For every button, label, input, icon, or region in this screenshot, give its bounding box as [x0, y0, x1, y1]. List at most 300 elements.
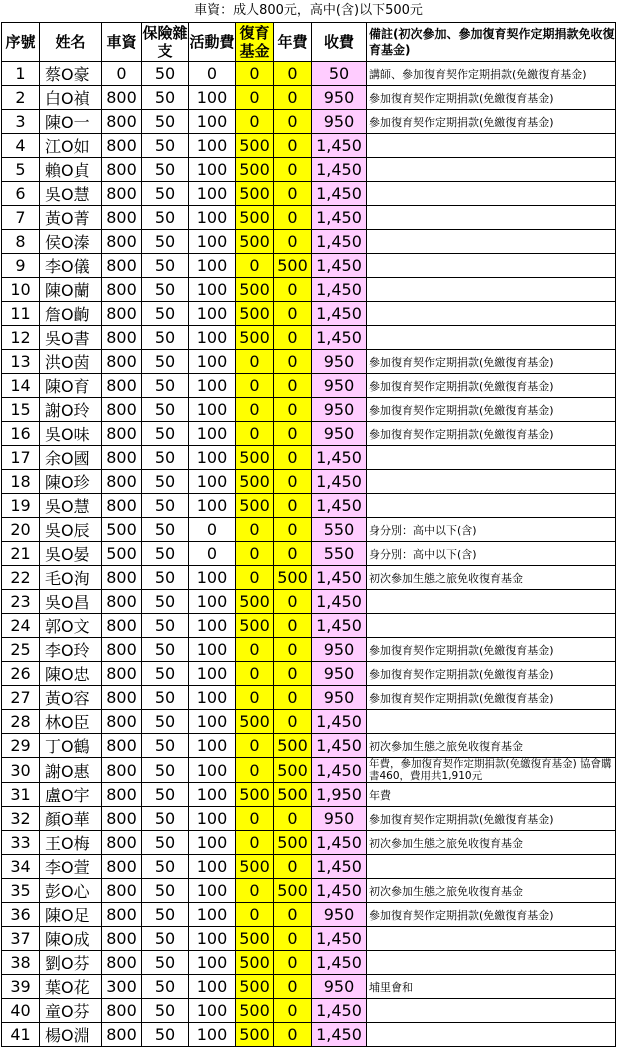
- cell-activity: 100: [189, 326, 236, 350]
- cell-annual: 500: [274, 734, 312, 758]
- cell-seq: 36: [2, 903, 40, 927]
- cell-total: 950: [312, 903, 367, 927]
- cell-name: 顏O華: [40, 807, 102, 831]
- cell-annual: 0: [274, 662, 312, 686]
- cell-fund: 500: [236, 446, 274, 470]
- cell-fare: 0: [102, 62, 142, 86]
- cell-name: 吳O晏: [40, 542, 102, 566]
- cell-seq: 2: [2, 86, 40, 110]
- cell-fare: 800: [102, 758, 142, 783]
- cell-activity: 100: [189, 783, 236, 807]
- cell-fare: 800: [102, 879, 142, 903]
- cell-fare: 800: [102, 182, 142, 206]
- cell-fare: 800: [102, 590, 142, 614]
- cell-annual: 0: [274, 638, 312, 662]
- cell-total: 950: [312, 110, 367, 134]
- cell-insurance: 50: [142, 494, 189, 518]
- cell-activity: 100: [189, 999, 236, 1023]
- cell-total: 1,450: [312, 1023, 367, 1047]
- cell-seq: 18: [2, 470, 40, 494]
- cell-insurance: 50: [142, 710, 189, 734]
- cell-annual: 0: [274, 1023, 312, 1047]
- header-remark: 備註(初次參加、參加復育契作定期捐款免收復育基金): [367, 23, 616, 62]
- cell-fund: 0: [236, 807, 274, 831]
- cell-total: 1,450: [312, 855, 367, 879]
- cell-name: 葉O花: [40, 975, 102, 999]
- cell-annual: 0: [274, 398, 312, 422]
- cell-activity: 100: [189, 879, 236, 903]
- cell-remark: 身分別：高中以下(含): [367, 518, 616, 542]
- cell-remark: 身分別：高中以下(含): [367, 542, 616, 566]
- table-row: [2, 62, 616, 86]
- cell-activity: 100: [189, 903, 236, 927]
- cell-activity: 0: [189, 62, 236, 86]
- table-row: [2, 879, 616, 903]
- cell-seq: 28: [2, 710, 40, 734]
- table-row: [2, 374, 616, 398]
- cell-remark: 年費，參加復育契作定期捐款(免繳復育基金) 協會購書460，費用共1,910元: [367, 758, 616, 783]
- cell-insurance: 50: [142, 638, 189, 662]
- cell-remark: [367, 182, 616, 206]
- table-row: [2, 903, 616, 927]
- cell-seq: 9: [2, 254, 40, 278]
- cell-annual: 0: [274, 422, 312, 446]
- cell-fare: 800: [102, 710, 142, 734]
- cell-name: 黃O容: [40, 686, 102, 710]
- cell-insurance: 50: [142, 855, 189, 879]
- cell-fund: 0: [236, 542, 274, 566]
- cell-insurance: 50: [142, 350, 189, 374]
- cell-name: 林O臣: [40, 710, 102, 734]
- cell-activity: 100: [189, 807, 236, 831]
- cell-fund: 0: [236, 686, 274, 710]
- cell-name: 毛O洵: [40, 566, 102, 590]
- cell-fare: 800: [102, 831, 142, 855]
- cell-insurance: 50: [142, 206, 189, 230]
- cell-name: 吳O書: [40, 326, 102, 350]
- cell-annual: 0: [274, 903, 312, 927]
- cell-annual: 0: [274, 302, 312, 326]
- cell-insurance: 50: [142, 374, 189, 398]
- cell-activity: 100: [189, 134, 236, 158]
- header-fare: 車資: [102, 23, 142, 62]
- cell-name: 丁O鶴: [40, 734, 102, 758]
- header-name: 姓名: [40, 23, 102, 62]
- cell-name: 陳O足: [40, 903, 102, 927]
- cell-fare: 800: [102, 999, 142, 1023]
- cell-name: 吳O味: [40, 422, 102, 446]
- cell-seq: 21: [2, 542, 40, 566]
- table-row: [2, 783, 616, 807]
- cell-activity: 0: [189, 542, 236, 566]
- cell-fare: 800: [102, 86, 142, 110]
- cell-fare: 800: [102, 350, 142, 374]
- cell-remark: 埔里會和: [367, 975, 616, 999]
- cell-activity: 100: [189, 254, 236, 278]
- table-row: [2, 254, 616, 278]
- cell-total: 1,450: [312, 254, 367, 278]
- cell-seq: 25: [2, 638, 40, 662]
- cell-remark: 參加復育契作定期捐款(免繳復育基金): [367, 374, 616, 398]
- cell-fund: 500: [236, 975, 274, 999]
- cell-fare: 800: [102, 1023, 142, 1047]
- cell-activity: 0: [189, 518, 236, 542]
- cell-insurance: 50: [142, 590, 189, 614]
- cell-fare: 800: [102, 446, 142, 470]
- cell-total: 1,450: [312, 951, 367, 975]
- cell-annual: 0: [274, 182, 312, 206]
- cell-name: 陳O成: [40, 927, 102, 951]
- cell-insurance: 50: [142, 518, 189, 542]
- cell-insurance: 50: [142, 134, 189, 158]
- cell-activity: 100: [189, 302, 236, 326]
- cell-total: 1,450: [312, 134, 367, 158]
- cell-total: 550: [312, 518, 367, 542]
- cell-name: 楊O淵: [40, 1023, 102, 1047]
- cell-name: 彭O心: [40, 879, 102, 903]
- cell-fare: 800: [102, 374, 142, 398]
- cell-annual: 0: [274, 350, 312, 374]
- cell-fare: 800: [102, 470, 142, 494]
- cell-insurance: 50: [142, 951, 189, 975]
- cell-fare: 800: [102, 254, 142, 278]
- cell-annual: 0: [274, 855, 312, 879]
- cell-total: 1,450: [312, 230, 367, 254]
- cell-total: 1,950: [312, 783, 367, 807]
- header-row: [2, 23, 616, 62]
- cell-annual: 0: [274, 686, 312, 710]
- cell-fund: 500: [236, 999, 274, 1023]
- cell-insurance: 50: [142, 422, 189, 446]
- cell-fare: 500: [102, 518, 142, 542]
- cell-remark: [367, 614, 616, 638]
- cell-fund: 500: [236, 1023, 274, 1047]
- cell-annual: 500: [274, 254, 312, 278]
- cell-name: 謝O玲: [40, 398, 102, 422]
- cell-insurance: 50: [142, 158, 189, 182]
- cell-fund: 0: [236, 86, 274, 110]
- table-row: [2, 470, 616, 494]
- cell-seq: 38: [2, 951, 40, 975]
- cell-annual: 0: [274, 494, 312, 518]
- cell-total: 950: [312, 807, 367, 831]
- cell-fund: 0: [236, 398, 274, 422]
- cell-insurance: 50: [142, 783, 189, 807]
- cell-annual: 500: [274, 783, 312, 807]
- cell-annual: 0: [274, 807, 312, 831]
- cell-fund: 0: [236, 422, 274, 446]
- table-row: [2, 158, 616, 182]
- table-row: [2, 542, 616, 566]
- cell-fund: 500: [236, 230, 274, 254]
- cell-activity: 100: [189, 278, 236, 302]
- table-row: [2, 758, 616, 783]
- cell-activity: 100: [189, 951, 236, 975]
- table-row: [2, 182, 616, 206]
- cell-seq: 19: [2, 494, 40, 518]
- cell-annual: 0: [274, 278, 312, 302]
- header-total: 收費: [312, 23, 367, 62]
- cell-activity: 100: [189, 110, 236, 134]
- cell-remark: 參加復育契作定期捐款(免繳復育基金): [367, 350, 616, 374]
- table-row: [2, 518, 616, 542]
- table-row: [2, 206, 616, 230]
- cell-annual: 0: [274, 951, 312, 975]
- cell-remark: [367, 927, 616, 951]
- cell-activity: 100: [189, 398, 236, 422]
- cell-activity: 100: [189, 1023, 236, 1047]
- cell-seq: 14: [2, 374, 40, 398]
- cell-name: 吳O辰: [40, 518, 102, 542]
- table-row: [2, 110, 616, 134]
- cell-fare: 800: [102, 422, 142, 446]
- cell-annual: 0: [274, 975, 312, 999]
- cell-remark: 參加復育契作定期捐款(免繳復育基金): [367, 807, 616, 831]
- cell-insurance: 50: [142, 302, 189, 326]
- cell-name: 白O禎: [40, 86, 102, 110]
- cell-activity: 100: [189, 614, 236, 638]
- cell-activity: 100: [189, 158, 236, 182]
- cell-total: 1,450: [312, 326, 367, 350]
- cell-seq: 37: [2, 927, 40, 951]
- table-row: [2, 927, 616, 951]
- cell-activity: 100: [189, 494, 236, 518]
- cell-annual: 0: [274, 374, 312, 398]
- cell-seq: 31: [2, 783, 40, 807]
- cell-annual: 0: [274, 614, 312, 638]
- cell-annual: 0: [274, 927, 312, 951]
- cell-fare: 800: [102, 398, 142, 422]
- table-row: [2, 734, 616, 758]
- table-row: [2, 831, 616, 855]
- header-fund: 復育基金: [236, 23, 274, 62]
- cell-annual: 0: [274, 110, 312, 134]
- cell-total: 950: [312, 975, 367, 999]
- cell-insurance: 50: [142, 879, 189, 903]
- cell-activity: 100: [189, 686, 236, 710]
- cell-seq: 13: [2, 350, 40, 374]
- table-row: [2, 1023, 616, 1047]
- cell-seq: 30: [2, 758, 40, 783]
- cell-fund: 500: [236, 710, 274, 734]
- cell-total: 1,450: [312, 999, 367, 1023]
- cell-fund: 0: [236, 734, 274, 758]
- cell-total: 1,450: [312, 470, 367, 494]
- cell-annual: 500: [274, 758, 312, 783]
- cell-fund: 0: [236, 374, 274, 398]
- cell-fund: 500: [236, 927, 274, 951]
- cell-fund: 500: [236, 302, 274, 326]
- cell-total: 1,450: [312, 206, 367, 230]
- cell-name: 吳O慧: [40, 494, 102, 518]
- cell-activity: 100: [189, 206, 236, 230]
- table-row: [2, 278, 616, 302]
- cell-activity: 100: [189, 710, 236, 734]
- cell-seq: 40: [2, 999, 40, 1023]
- cell-insurance: 50: [142, 398, 189, 422]
- cell-remark: [367, 1023, 616, 1047]
- table-row: [2, 302, 616, 326]
- cell-annual: 0: [274, 134, 312, 158]
- cell-fare: 800: [102, 278, 142, 302]
- cell-seq: 15: [2, 398, 40, 422]
- cell-seq: 26: [2, 662, 40, 686]
- cell-name: 李O儀: [40, 254, 102, 278]
- cell-annual: 0: [274, 206, 312, 230]
- cell-remark: 初次參加生態之旅免收復育基金: [367, 566, 616, 590]
- cell-total: 50: [312, 62, 367, 86]
- cell-name: 侯O溱: [40, 230, 102, 254]
- cell-fare: 800: [102, 230, 142, 254]
- cell-fund: 0: [236, 350, 274, 374]
- table-row: [2, 662, 616, 686]
- cell-remark: 參加復育契作定期捐款(免繳復育基金): [367, 110, 616, 134]
- cell-fund: 500: [236, 206, 274, 230]
- cell-fund: 0: [236, 518, 274, 542]
- cell-remark: 參加復育契作定期捐款(免繳復育基金): [367, 398, 616, 422]
- cell-total: 950: [312, 422, 367, 446]
- cell-remark: [367, 326, 616, 350]
- table-row: [2, 326, 616, 350]
- cell-remark: 參加復育契作定期捐款(免繳復育基金): [367, 422, 616, 446]
- cell-seq: 16: [2, 422, 40, 446]
- cell-fund: 500: [236, 951, 274, 975]
- cell-name: 謝O惠: [40, 758, 102, 783]
- cell-fund: 500: [236, 158, 274, 182]
- cell-fund: 0: [236, 831, 274, 855]
- table-row: [2, 446, 616, 470]
- cell-remark: [367, 951, 616, 975]
- cell-name: 黃O菁: [40, 206, 102, 230]
- cell-total: 950: [312, 686, 367, 710]
- cell-seq: 17: [2, 446, 40, 470]
- cell-fund: 0: [236, 254, 274, 278]
- cell-annual: 0: [274, 86, 312, 110]
- cell-total: 1,450: [312, 302, 367, 326]
- cell-total: 950: [312, 398, 367, 422]
- cell-seq: 34: [2, 855, 40, 879]
- cell-fare: 800: [102, 110, 142, 134]
- cell-fare: 800: [102, 638, 142, 662]
- cell-remark: 講師、參加復育契作定期捐款(免繳復育基金): [367, 62, 616, 86]
- cell-insurance: 50: [142, 326, 189, 350]
- cell-total: 1,450: [312, 566, 367, 590]
- table-row: [2, 999, 616, 1023]
- cell-insurance: 50: [142, 807, 189, 831]
- cell-fund: 500: [236, 182, 274, 206]
- cell-remark: 初次參加生態之旅免收復育基金: [367, 734, 616, 758]
- cell-seq: 3: [2, 110, 40, 134]
- cell-fare: 800: [102, 326, 142, 350]
- cell-remark: 參加復育契作定期捐款(免繳復育基金): [367, 903, 616, 927]
- cell-activity: 100: [189, 975, 236, 999]
- cell-annual: 0: [274, 542, 312, 566]
- cell-name: 詹O齣: [40, 302, 102, 326]
- cell-remark: [367, 206, 616, 230]
- cell-name: 陳O一: [40, 110, 102, 134]
- cell-insurance: 50: [142, 182, 189, 206]
- cell-remark: [367, 254, 616, 278]
- cell-remark: [367, 134, 616, 158]
- cell-total: 550: [312, 542, 367, 566]
- table-row: [2, 494, 616, 518]
- cell-insurance: 50: [142, 831, 189, 855]
- cell-fare: 800: [102, 134, 142, 158]
- cell-remark: 參加復育契作定期捐款(免繳復育基金): [367, 86, 616, 110]
- cell-name: 洪O茵: [40, 350, 102, 374]
- cell-fund: 500: [236, 278, 274, 302]
- cell-activity: 100: [189, 350, 236, 374]
- table-row: [2, 807, 616, 831]
- cell-annual: 500: [274, 879, 312, 903]
- table-row: [2, 134, 616, 158]
- cell-fare: 800: [102, 206, 142, 230]
- cell-name: 劉O芬: [40, 951, 102, 975]
- cell-fare: 800: [102, 302, 142, 326]
- cell-name: 李O萱: [40, 855, 102, 879]
- cell-insurance: 50: [142, 110, 189, 134]
- cell-remark: [367, 302, 616, 326]
- cell-insurance: 50: [142, 254, 189, 278]
- cell-name: 陳O蘭: [40, 278, 102, 302]
- cell-seq: 24: [2, 614, 40, 638]
- cell-total: 1,450: [312, 927, 367, 951]
- cell-insurance: 50: [142, 566, 189, 590]
- cell-seq: 22: [2, 566, 40, 590]
- cell-remark: [367, 999, 616, 1023]
- table-row: [2, 566, 616, 590]
- cell-total: 1,450: [312, 614, 367, 638]
- cell-insurance: 50: [142, 614, 189, 638]
- cell-annual: 0: [274, 710, 312, 734]
- cell-seq: 29: [2, 734, 40, 758]
- cell-remark: [367, 710, 616, 734]
- header-activity: 活動費: [189, 23, 236, 62]
- cell-insurance: 50: [142, 1023, 189, 1047]
- cell-seq: 7: [2, 206, 40, 230]
- table-row: [2, 614, 616, 638]
- cell-name: 吳O慧: [40, 182, 102, 206]
- cell-fare: 800: [102, 494, 142, 518]
- cell-activity: 100: [189, 446, 236, 470]
- cell-remark: [367, 278, 616, 302]
- cell-name: 蔡O豪: [40, 62, 102, 86]
- cell-fare: 800: [102, 566, 142, 590]
- cell-seq: 4: [2, 134, 40, 158]
- cell-insurance: 50: [142, 734, 189, 758]
- cell-remark: 年費: [367, 783, 616, 807]
- cell-seq: 23: [2, 590, 40, 614]
- cell-insurance: 50: [142, 975, 189, 999]
- cell-seq: 39: [2, 975, 40, 999]
- cell-fund: 0: [236, 638, 274, 662]
- cell-total: 1,450: [312, 158, 367, 182]
- cell-activity: 100: [189, 662, 236, 686]
- table-row: [2, 350, 616, 374]
- header-insurance: 保險雜支: [142, 24, 188, 60]
- cell-fund: 500: [236, 614, 274, 638]
- cell-activity: 100: [189, 86, 236, 110]
- cell-total: 1,450: [312, 734, 367, 758]
- cell-name: 賴O貞: [40, 158, 102, 182]
- cell-total: 950: [312, 86, 367, 110]
- cell-fund: 500: [236, 494, 274, 518]
- cell-activity: 100: [189, 590, 236, 614]
- cell-insurance: 50: [142, 62, 189, 86]
- cell-total: 950: [312, 350, 367, 374]
- cell-remark: 參加復育契作定期捐款(免繳復育基金): [367, 662, 616, 686]
- cell-insurance: 50: [142, 927, 189, 951]
